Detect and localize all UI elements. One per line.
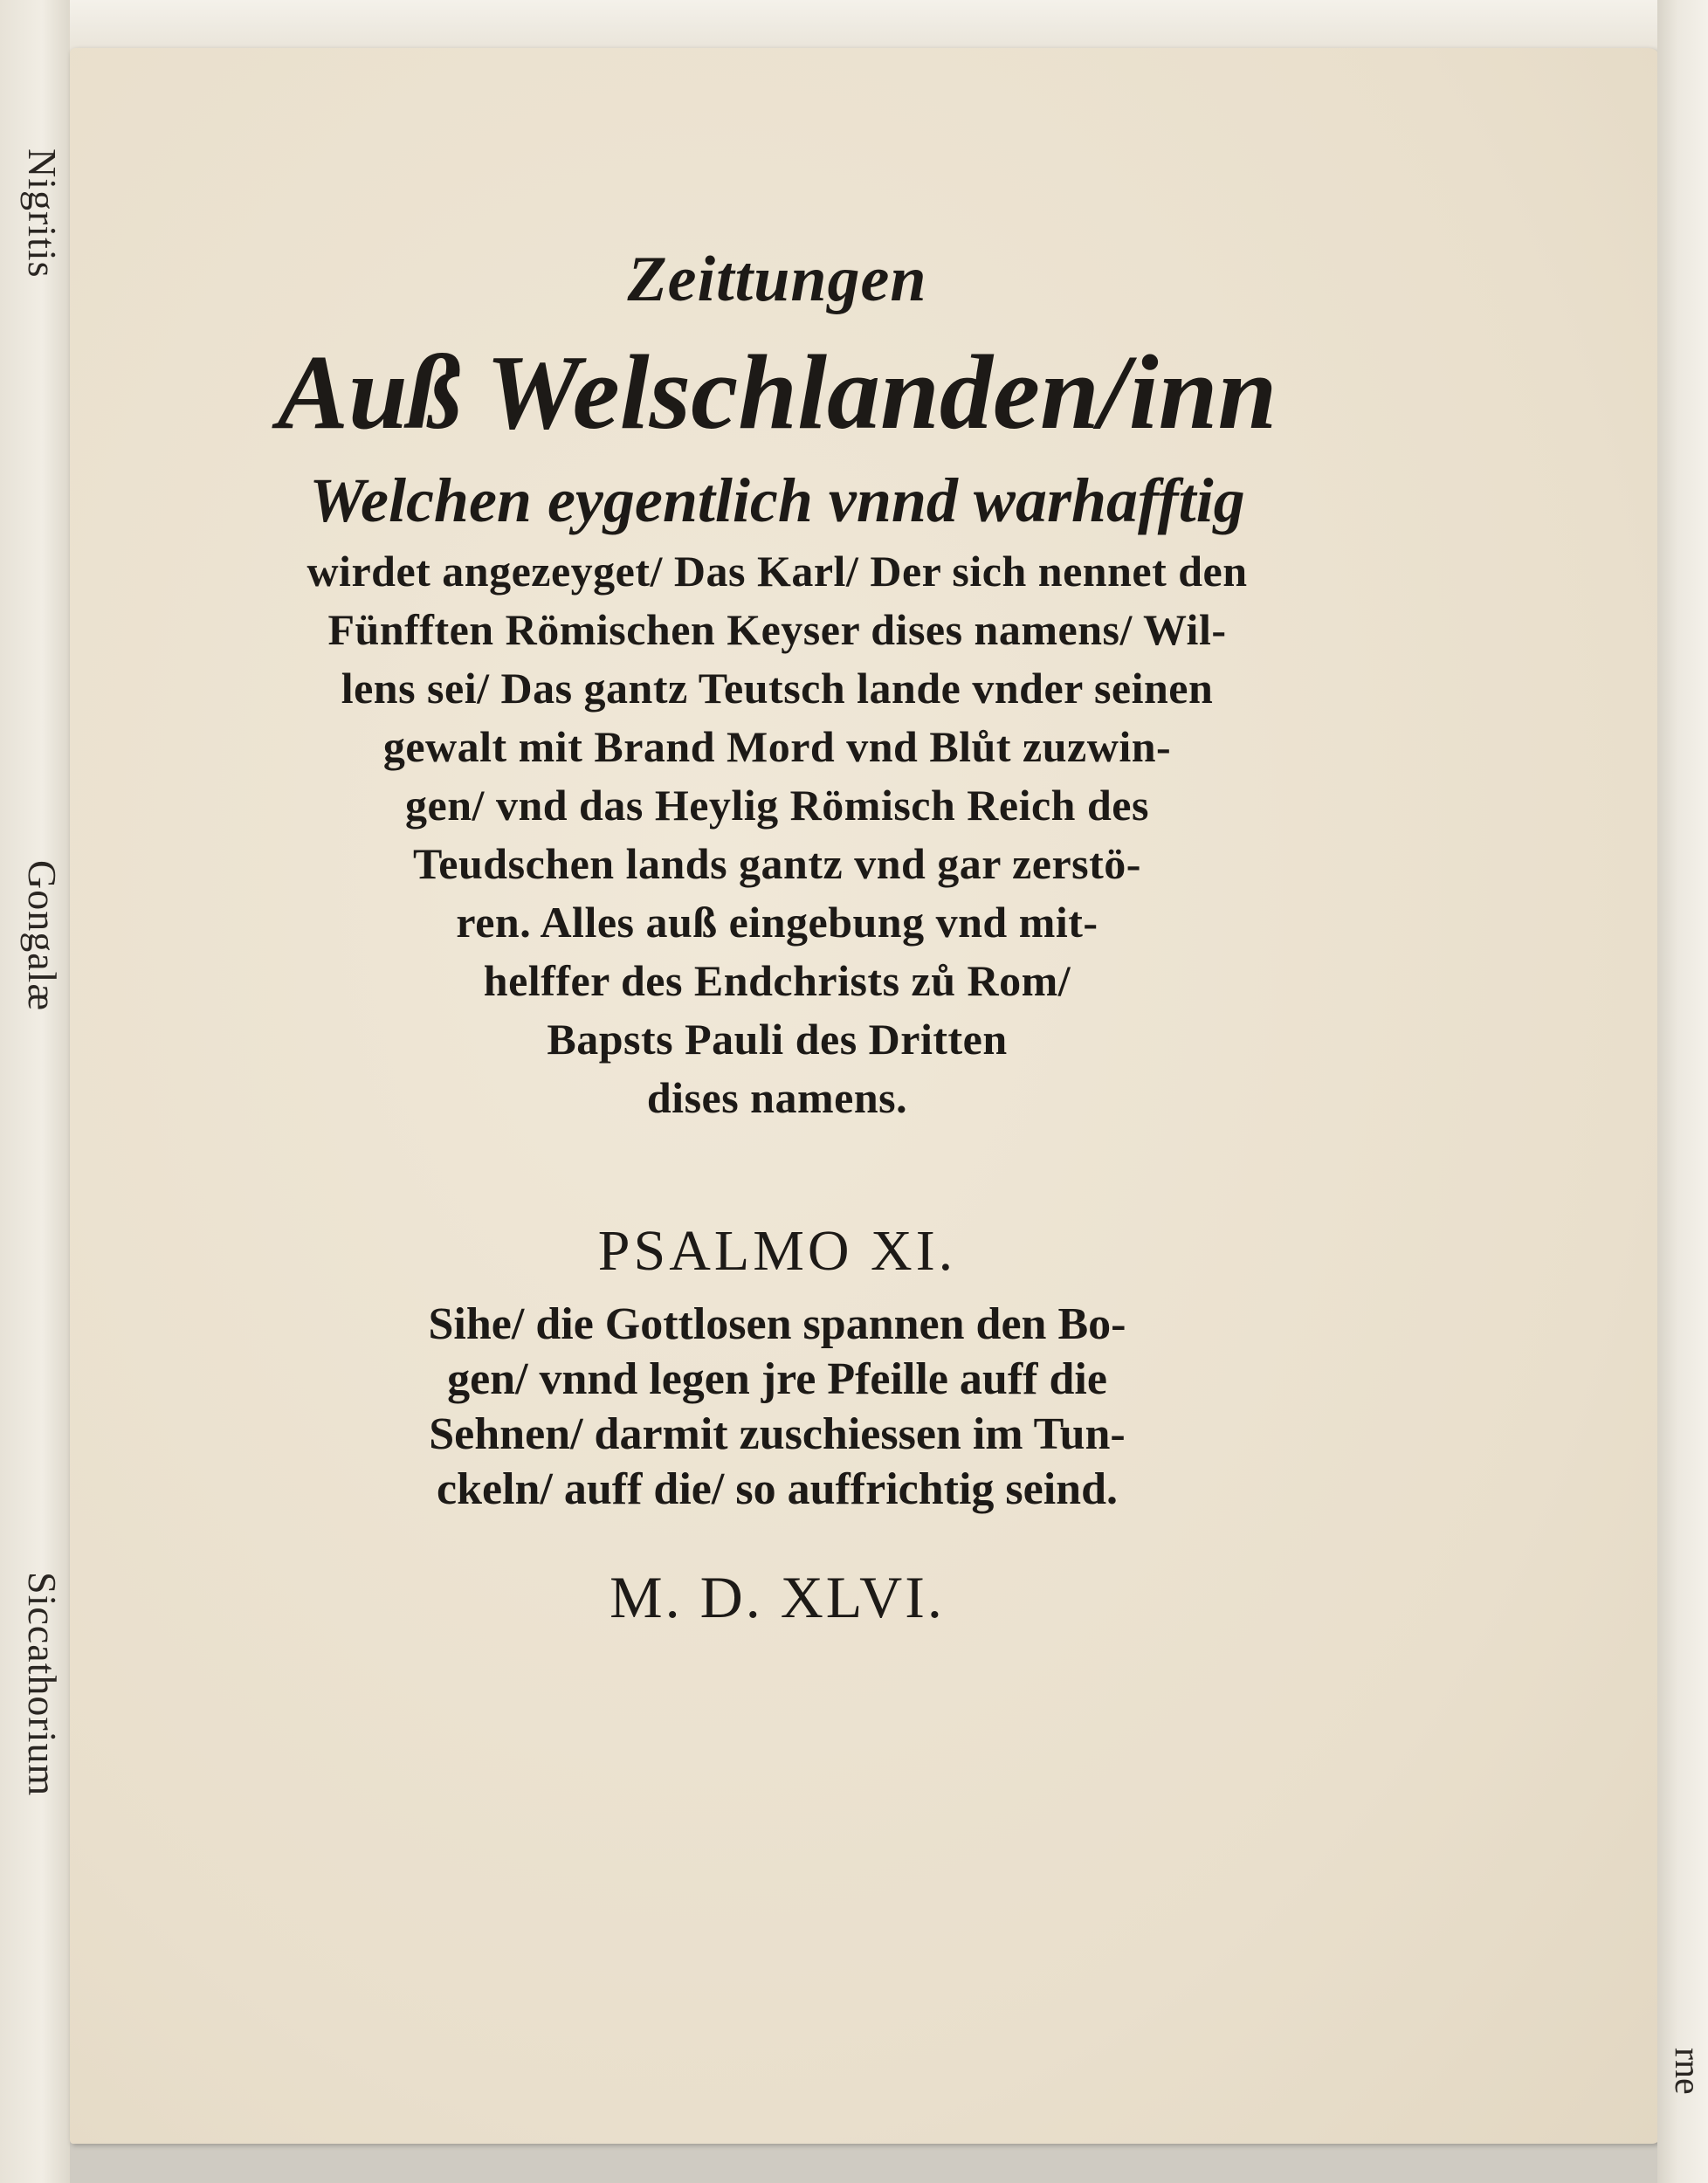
left-page-word: Siccathorium	[20, 1572, 65, 1797]
body-line: gewalt mit Brand Mord vnd Blůt zuzwin-	[382, 722, 1172, 771]
left-page-word: Gongalæ	[20, 860, 65, 1012]
top-paper-edge	[61, 0, 1659, 52]
right-page-word: rne	[1667, 2048, 1707, 2095]
title-line: Auß Welschlanden/inn	[277, 334, 1278, 451]
body-line: Bapsts Pauli des Dritten	[547, 1015, 1008, 1064]
body-line: gen/ vnd das Heylig Römisch Reich des	[405, 781, 1149, 830]
left-facing-page	[0, 0, 70, 2183]
left-page-word: Nigritis	[20, 148, 65, 279]
psalm-line: Sehnen/ darmit zuschiessen im Tun-	[429, 1409, 1126, 1459]
psalm-line: ckeln/ auff die/ so auffrichtig seind.	[436, 1464, 1119, 1514]
psalm-line: gen/ vnnd legen jre Pfeille auff die	[447, 1354, 1107, 1404]
publication-year: M. D. XLVI.	[610, 1564, 945, 1630]
body-line: lens sei/ Das gantz Teutsch lande vnder seinen	[341, 664, 1214, 713]
body-line: ren. Alles auß eingebung vnd mit-	[456, 898, 1098, 947]
body-line: Teudschen lands gantz vnd gar zerstö-	[413, 839, 1141, 888]
body-line: dises namens.	[646, 1073, 908, 1122]
right-facing-page	[1657, 0, 1708, 2183]
psalm-line: Sihe/ die Gottlosen spannen den Bo-	[428, 1299, 1126, 1349]
title-page	[70, 48, 1661, 2144]
body-line: Fünfften Römischen Keyser dises namens/ Wil-	[327, 605, 1227, 654]
body-line: helffer des Endchrists zů Rom/	[483, 956, 1071, 1005]
title-block	[175, 231, 1380, 1127]
psalm-verse	[244, 1297, 1310, 1517]
psalm-heading: PSALMO XI.	[597, 1219, 957, 1283]
title-line: Zeittungen	[627, 244, 927, 315]
title-line: Welchen eygentlich vnnd warhafftig	[309, 465, 1245, 535]
body-line: wirdet angezeyget/ Das Karl/ Der sich nennet den	[306, 547, 1248, 596]
